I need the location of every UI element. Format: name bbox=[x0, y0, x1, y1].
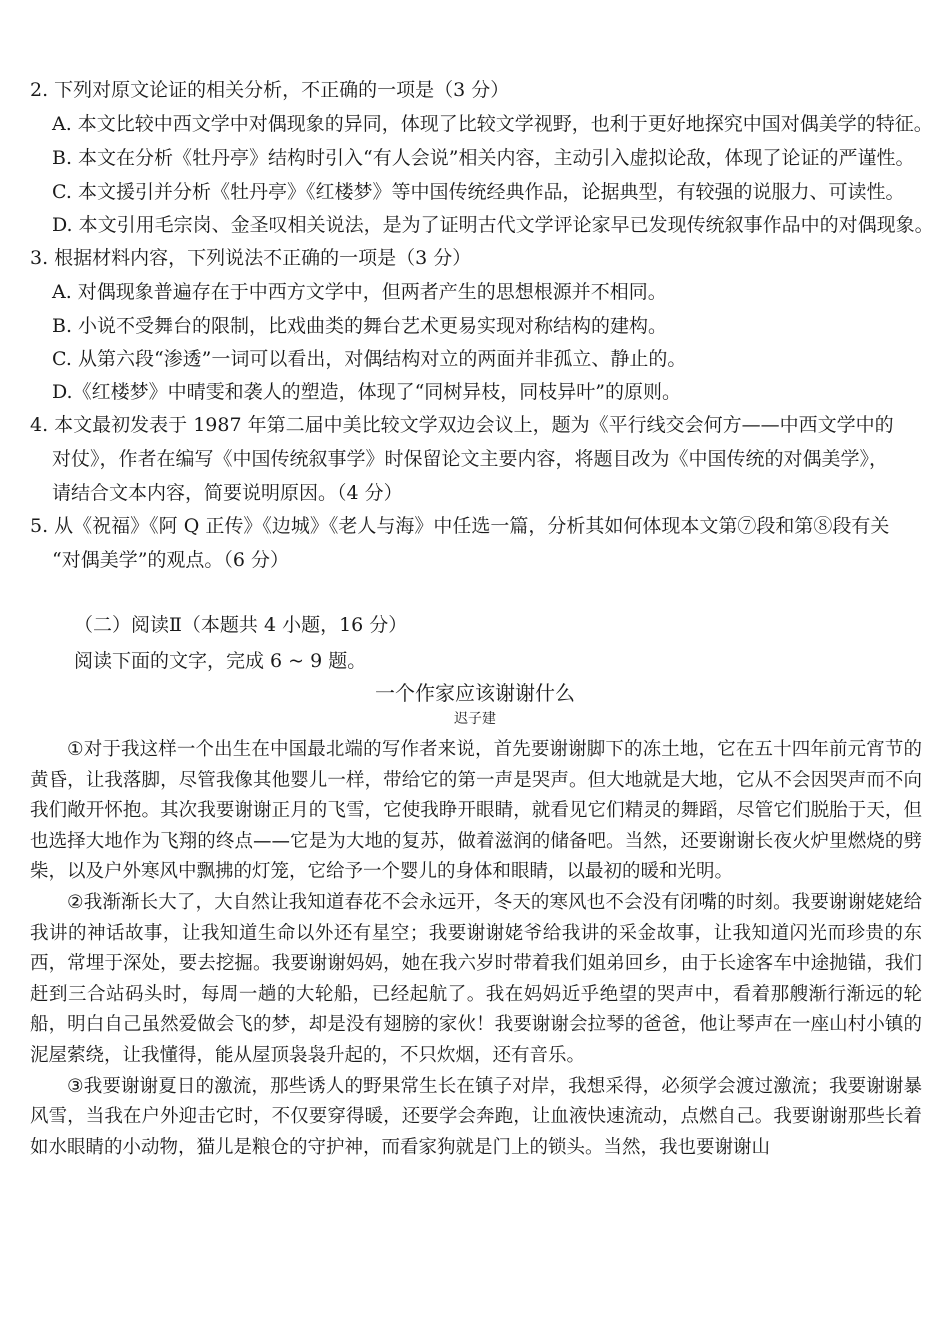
article-paragraph-2: ②我渐渐长大了，大自然让我知道春花不会永远开，冬天的寒风也不会没有闭嘴的时刻。我要谢谢姥姥给我讲的神话故事，让我知道生命以外还有星空；我要谢谢姥爷给我讲的采金故事，让我知道闪光而珍贵的东西，常埋于深处，要去挖掘。我要谢谢妈妈，她在我六岁时带着我们姐弟回乡，由于长途客车中途抛锚，我们赶到三合站码头时，每周一趟的大轮船，已经起航了。我在妈妈近乎绝望的哭声中，看着那艘渐行渐远的轮船，明白自己虽然爱做会飞的梦，却是没有翅膀的家伙！我要谢谢会拉琴的爸爸，他让琴声在一座山村小镇的泥屋萦绕，让我懂得，能从屋顶袅袅升起的，不只炊烟，还有音乐。 bbox=[30, 891, 922, 1066]
question-4-line-2: 对仗》，作者在编写《中国传统叙事学》时保留论文主要内容，将题目改为《中国传统的对偶美学》， bbox=[52, 448, 889, 470]
question-4-line-3: 请结合文本内容，简要说明原因。（4 分） bbox=[52, 482, 403, 504]
question-3-option-d: D.《红楼梦》中晴雯和袭人的塑造，体现了“同树异枝，同枝异叶”的原则。 bbox=[52, 381, 682, 403]
section-instruction: 阅读下面的文字，完成 6 ~ 9 题。 bbox=[74, 650, 367, 672]
article-body bbox=[30, 735, 922, 1163]
question-3-option-c: C. 从第六段“渗透”一词可以看出，对偶结构对立的两面并非孤立、静止的。 bbox=[52, 348, 687, 370]
article-title: 一个作家应该谢谢什么 bbox=[375, 681, 575, 705]
question-5-line-2: “对偶美学”的观点。（6 分） bbox=[52, 549, 290, 571]
question-3-stem: 3. 根据材料内容，下列说法不正确的一项是（3 分） bbox=[30, 247, 472, 269]
question-2-option-d: D. 本文引用毛宗岗、金圣叹相关说法，是为了证明古代文学评论家早已发现传统叙事作品中的对偶现象。 bbox=[52, 214, 934, 236]
question-4-stem: 4. 本文最初发表于 1987 年第二届中美比较文学双边会议上，题为《平行线交会何方——中西文学中的 bbox=[30, 414, 894, 436]
question-2-option-a: A. 本文比较中西文学中对偶现象的异同，体现了比较文学视野，也利于更好地探究中国对偶美学的特征。 bbox=[52, 113, 933, 135]
article-author: 迟子建 bbox=[454, 711, 496, 727]
question-3-option-b: B. 小说不受舞台的限制，比戏曲类的舞台艺术更易实现对称结构的建构。 bbox=[52, 315, 668, 337]
article-paragraph-3: ③我要谢谢夏日的激流，那些诱人的野果常生长在镇子对岸，我想采得，必须学会渡过激流；我要谢谢暴风雪，当我在户外迎击它时，不仅要穿得暖，还要学会奔跑，让血液快速流动，点燃自己。我要谢谢那些长着如水眼睛的小动物，猫儿是粮仓的守护神，而看家狗就是门上的锁头。当然，我也要谢谢山 bbox=[30, 1075, 922, 1158]
question-3-option-a: A. 对偶现象普遍存在于中西方文学中，但两者产生的思想根源并不相同。 bbox=[52, 281, 667, 303]
question-2-option-c: C. 本文援引并分析《牡丹亭》《红楼梦》等中国传统经典作品，论据典型，有较强的说服力、可读性。 bbox=[52, 181, 905, 203]
question-2-stem: 2. 下列对原文论证的相关分析，不正确的一项是（3 分） bbox=[30, 79, 510, 101]
question-5-stem: 5. 从《祝福》《阿 Q 正传》《边城》《老人与海》中任选一篇，分析其如何体现本文第⑦段和第⑧段有关 bbox=[30, 515, 890, 537]
section-heading: （二）阅读Ⅱ（本题共 4 小题，16 分） bbox=[74, 614, 408, 636]
question-2-option-b: B. 本文在分析《牡丹亭》结构时引入“有人会说”相关内容，主动引入虚拟论敌，体现了论证的严谨性。 bbox=[52, 147, 915, 169]
article-paragraph-1: ①对于我这样一个出生在中国最北端的写作者来说，首先要谢谢脚下的冻土地，它在五十四年前元宵节的黄昏，让我落脚，尽管我像其他婴儿一样，带给它的第一声是哭声。但大地就是大地，它从不会因哭声而不向我们敞开怀抱。其次我要谢谢正月的飞雪，它使我睁开眼睛，就看见它们精灵的舞蹈，尽管它们脱胎于天，但也选择大地作为飞翔的终点——它是为大地的复苏，做着滋润的储备吧。当然，还要谢谢长夜火炉里燃烧的劈柴，以及户外寒风中飘拂的灯笼，它给予一个婴儿的身体和眼睛，以最初的暖和光明。 bbox=[30, 739, 922, 883]
